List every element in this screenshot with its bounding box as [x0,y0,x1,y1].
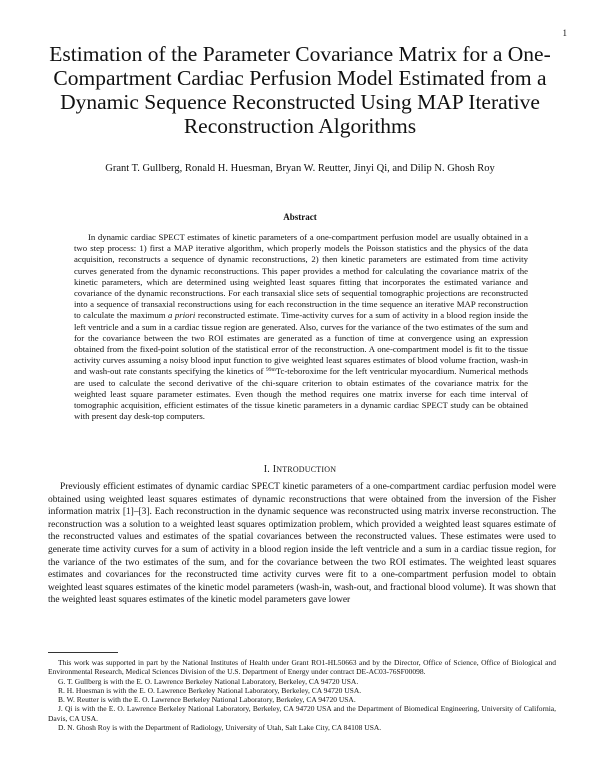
page-number: 1 [562,28,567,38]
isotope-superscript: 99m [265,367,276,374]
footnotes [48,658,556,732]
footnote-affiliation-qi: J. Qi is with the E. O. Lawrence Berkeley National Laboratory, Berkeley, CA 94720 USA and the Department of Biomedical Engineering, University of California, Davis, CA USA. [48,704,556,723]
section-title-rest: NTRODUCTION [276,465,337,474]
author-list: Grant T. Gullberg, Ronald H. Huesman, Bryan W. Reutter, Jinyi Qi, and Dilip N. Ghosh Roy [105,163,495,174]
footnote-affiliation-gullberg: G. T. Gullberg is with the E. O. Lawrence Berkeley National Laboratory, Berkeley, CA 94720 USA. [58,676,359,686]
abstract-text-1: In dynamic cardiac SPECT estimates of kinetic parameters of a one-compartment perfusion model are usually obtained in a two step process: 1) first a MAP iterative algorithm, which properly models the Poisson statistics and the physics of the data acquisition, reconstructs a sequence of dynamic reconstructions, 2) then kinetic parameters are estimated from time activity curves generated from the dynamic reconstructions. This paper provides a method for calculating the covariance matrix of the kinetic parameters, which are determined using weighted least squares fitting that incorporates the estimated variance and covariance of the dynamic reconstructions. For each transaxial slice sets of sequential tomographic projections are reconstructed into a sequence of transaxial reconstructions using for each reconstruction in the time sequence an iterative MAP reconstruction to calculate the maximum [74,232,528,321]
paper-title: Estimation of the Parameter Covariance Matrix for a One-Compartment Cardiac Perfusion Model Estimated from a Dynamic Sequence Reconstructed Using MAP Iterative Reconstruction Algorithms [49,42,551,138]
footnote-affiliation-reutter: B. W. Reutter is with the E. O. Lawrence Berkeley National Laboratory, Berkeley, CA 94720 USA. [58,695,356,705]
section-numeral: I. [263,464,270,475]
abstract-a-priori: a priori [168,310,196,321]
section-title-initial: I [272,464,277,475]
footnote-divider [48,652,118,653]
abstract-heading: Abstract [283,212,317,222]
abstract-body [74,232,528,422]
introduction-body: Previously efficient estimates of dynamic cardiac SPECT kinetic parameters of a one-compartment cardiac perfusion model were obtained using weighted least squares estimates of dynamic reconstructions that were obtained from the inversion of the Fisher information matrix [1]–[3]. Each reconstruction in the dynamic sequence was reconstructed using matrix inverse reconstruction. The reconstruction was a solution to a weighted least squares optimization problem, which provided a weighted least squares estimate of the reconstructed values and estimates of the spatial covariances between the reconstructed values. These estimates were used to generate time activity curves for a sum of activity in a blood region inside the left ventricle and a sum in a cardiac tissue region, for the variance of the two estimates of the sum, and for the covariance between the two ROI estimates. The weighted least squares estimates and covariances for the reconstructed time activity curves were fit to a one-compartment perfusion model to obtain weighted least squares estimates of the kinetic model parameters (wash-in, wash-out, and fractional blood volume). It was shown that the weighted least squares estimates of the kinetic model parameters gave lower [48,482,556,606]
footnote-affiliation-ghosh-roy: D. N. Ghosh Roy is with the Department of Radiology, University of Utah, Salt Lake City, CA 84108 USA. [58,723,382,733]
abstract-text-3: Tc-teboroxime for the left ventricular myocardium. Numerical methods are used to calculate the second derivative of the chi-square criterion to obtain estimates of the covariance matrix for the weighted least square parameter estimates. Even though the method requires one matrix inverse for each time interval of tomographic acquisition, efficient estimates of the tissue kinetic parameters in a dynamic cardiac SPECT study can be obtained with present day desk-top computers. [74,366,529,422]
footnote-funding: This work was supported in part by the National Institutes of Health under Grant RO1-HL50663 and by the Director, Office of Science, Office of Biological and Environmental Research, Medical Sciences Division of the U.S. Department of Energy under contract DE-AC03-76SF00098. [48,658,556,677]
footnote-affiliation-huesman: R. H. Huesman is with the E. O. Lawrence Berkeley National Laboratory, Berkeley, CA 94720 USA. [58,685,362,695]
abstract-text-2: reconstructed estimate. Time-activity curves for a sum of activity in a blood region inside the left ventricle and a sum in a cardiac tissue region are generated. Also, curves for the variance of the two estimates of the sum and for the covariance between the two ROI estimates are generated as a function of time at convergence using an expression obtained from the fixed-point solution of the statistical error of the reconstruction. A one-compartment model is fit to the tissue activity curves assuming a noisy blood input function to give weighted least squares estimates of blood volume fraction, wash-in and wash-out rate constants specifying the kinetics of [74,310,528,377]
section-heading-introduction [0,464,600,475]
